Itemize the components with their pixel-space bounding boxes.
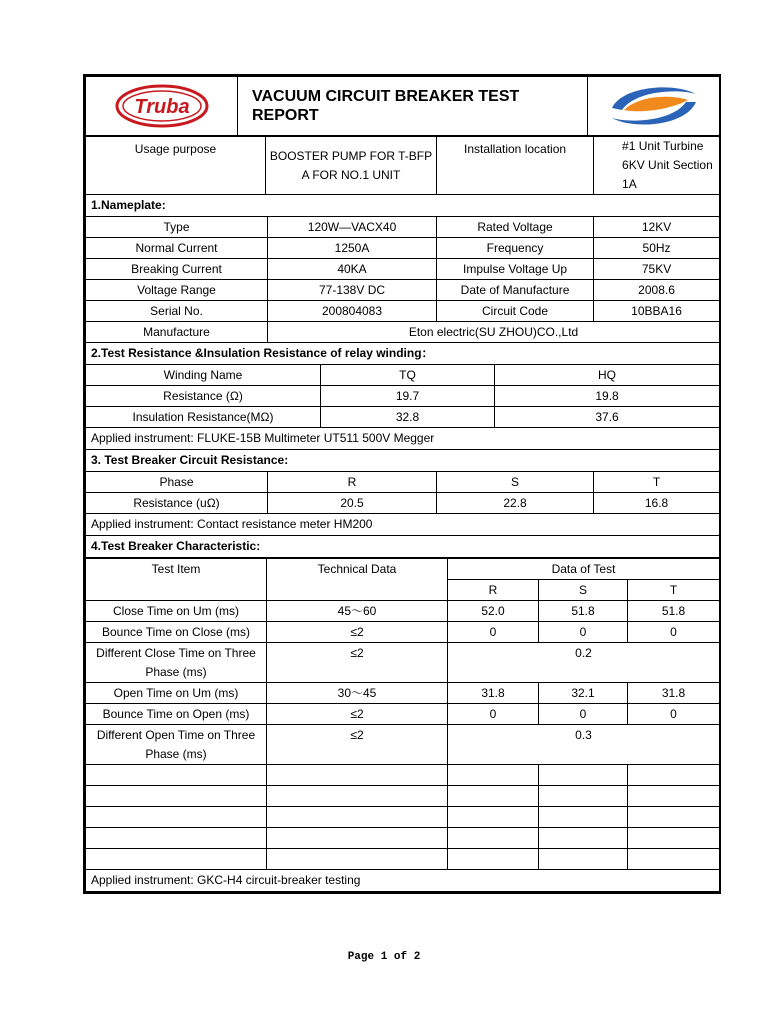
swirl-logo-icon: [604, 80, 704, 132]
nameplate-value: 200804083: [268, 301, 437, 322]
nameplate-value: 77-138V DC: [268, 280, 437, 301]
item-value: 0: [628, 622, 720, 643]
item-tech: ≤2: [267, 643, 448, 683]
winding-heading: 2.Test Resistance &Insulation Resistance of relay winding：: [86, 343, 720, 365]
circuit-value: 20.5: [268, 493, 437, 514]
winding-value: 19.7: [321, 386, 495, 407]
item-value: 31.8: [628, 683, 720, 704]
item-value: 52.0: [448, 601, 539, 622]
nameplate-label: Frequency: [437, 238, 594, 259]
circuit-col-t: T: [594, 472, 720, 493]
winding-value: 37.6: [495, 407, 720, 428]
report-body: [85, 136, 720, 558]
circuit-heading: 3. Test Breaker Circuit Resistance:: [86, 450, 720, 472]
item-label-line: Phase (ms): [145, 664, 207, 679]
winding-row: [86, 386, 720, 407]
characteristic-table: [85, 558, 720, 892]
winding-label: Insulation Resistance(MΩ): [86, 407, 321, 428]
nameplate-label: Date of Manufacture: [437, 280, 594, 301]
item-label: Close Time on Um (ms): [86, 601, 267, 622]
phase-t: T: [628, 580, 720, 601]
bounce-close-row: [86, 622, 720, 643]
empty-row: [86, 828, 720, 849]
usage-row: [86, 137, 720, 195]
report-header: [85, 76, 720, 136]
winding-col-hq: HQ: [495, 365, 720, 386]
company-logo: [86, 77, 238, 136]
col-technical-data: Technical Data: [267, 559, 448, 601]
item-value: 0.3: [448, 725, 720, 765]
open-time-row: [86, 683, 720, 704]
item-label-line: Different Open Time on Three: [96, 727, 256, 742]
circuit-col-phase: Phase: [86, 472, 268, 493]
circuit-row: [86, 493, 720, 514]
winding-value: 19.8: [495, 386, 720, 407]
circuit-col-s: S: [437, 472, 594, 493]
usage-label: Usage purpose: [86, 137, 266, 195]
winding-header-row: [86, 365, 720, 386]
manufacture-label: Manufacture: [86, 322, 268, 343]
diff-open-row: [86, 725, 720, 765]
page-footer: Page 1 of 2: [347, 951, 421, 963]
item-value: 0: [539, 704, 628, 725]
empty-row: [86, 765, 720, 786]
empty-row: [86, 849, 720, 870]
item-value: 0: [628, 704, 720, 725]
nameplate-value: 120W—VACX40: [268, 217, 437, 238]
item-label-line: Different Close Time on Three: [96, 645, 256, 660]
item-tech: 45～60: [267, 601, 448, 622]
nameplate-row: [86, 301, 720, 322]
truba-logo-icon: [114, 82, 210, 130]
nameplate-label: Voltage Range: [86, 280, 268, 301]
location-line-2: 6KV Unit Section 1A: [622, 158, 713, 191]
item-value: 0: [448, 704, 539, 725]
item-label-line: Phase (ms): [145, 746, 207, 761]
phase-r: R: [448, 580, 539, 601]
nameplate-label: Circuit Code: [437, 301, 594, 322]
brand-logo: [588, 77, 720, 136]
item-tech: ≤2: [267, 725, 448, 765]
test-report-sheet: [83, 74, 721, 894]
nameplate-row: [86, 238, 720, 259]
winding-label: Resistance (Ω): [86, 386, 321, 407]
bounce-open-row: [86, 704, 720, 725]
item-value: 51.8: [539, 601, 628, 622]
manufacture-value: Eton electric(SU ZHOU)CO.,Ltd: [268, 322, 720, 343]
close-time-row: [86, 601, 720, 622]
nameplate-value: 1250A: [268, 238, 437, 259]
item-tech: ≤2: [267, 704, 448, 725]
nameplate-value: 12KV: [594, 217, 720, 238]
location-line-1: #1 Unit Turbine: [622, 139, 704, 153]
nameplate-label: Impulse Voltage Up: [437, 259, 594, 280]
svg-text:Truba: Truba: [133, 96, 190, 118]
col-test-item: Test Item: [86, 559, 267, 601]
nameplate-value: 75KV: [594, 259, 720, 280]
item-tech: 30～45: [267, 683, 448, 704]
characteristic-heading: 4.Test Breaker Characteristic:: [86, 536, 720, 558]
col-data-of-test: Data of Test: [448, 559, 720, 580]
nameplate-value: 10BBA16: [594, 301, 720, 322]
winding-value: 32.8: [321, 407, 495, 428]
item-label: Bounce Time on Open (ms): [86, 704, 267, 725]
item-value: 0.2: [448, 643, 720, 683]
circuit-col-r: R: [268, 472, 437, 493]
winding-col-name: Winding Name: [86, 365, 321, 386]
circuit-header-row: [86, 472, 720, 493]
item-value: 0: [539, 622, 628, 643]
winding-instrument: Applied instrument: FLUKE-15B Multimeter UT511 500V Megger: [86, 428, 720, 450]
empty-row: [86, 807, 720, 828]
nameplate-label: Type: [86, 217, 268, 238]
location-label: Installation location: [437, 137, 594, 195]
nameplate-label: Serial No.: [86, 301, 268, 322]
nameplate-row: [86, 217, 720, 238]
circuit-value: 22.8: [437, 493, 594, 514]
manufacture-row: [86, 322, 720, 343]
usage-value: BOOSTER PUMP FOR T-BFP A FOR NO.1 UNIT: [266, 137, 437, 195]
nameplate-label: Normal Current: [86, 238, 268, 259]
winding-col-tq: TQ: [321, 365, 495, 386]
item-label: Bounce Time on Close (ms): [86, 622, 267, 643]
item-value: 51.8: [628, 601, 720, 622]
circuit-label: Resistance (uΩ): [86, 493, 268, 514]
report-title: VACUUM CIRCUIT BREAKER TEST REPORT: [238, 77, 588, 136]
nameplate-value: 2008.6: [594, 280, 720, 301]
item-label: Open Time on Um (ms): [86, 683, 267, 704]
item-value: 32.1: [539, 683, 628, 704]
circuit-instrument: Applied instrument: Contact resistance meter HM200: [86, 514, 720, 536]
nameplate-label: Breaking Current: [86, 259, 268, 280]
item-value: 31.8: [448, 683, 539, 704]
location-value: [594, 137, 720, 195]
item-label: [86, 643, 267, 683]
empty-row: [86, 786, 720, 807]
winding-row: [86, 407, 720, 428]
nameplate-value: 50Hz: [594, 238, 720, 259]
item-label: [86, 725, 267, 765]
circuit-value: 16.8: [594, 493, 720, 514]
nameplate-value: 40KA: [268, 259, 437, 280]
characteristic-instrument: Applied instrument: GKC-H4 circuit-breaker testing: [86, 870, 720, 892]
item-value: 0: [448, 622, 539, 643]
nameplate-label: Rated Voltage: [437, 217, 594, 238]
item-tech: ≤2: [267, 622, 448, 643]
nameplate-row: [86, 280, 720, 301]
nameplate-row: [86, 259, 720, 280]
phase-s: S: [539, 580, 628, 601]
nameplate-heading: 1.Nameplate:: [86, 195, 720, 217]
characteristic-header-row: [86, 559, 720, 580]
diff-close-row: [86, 643, 720, 683]
